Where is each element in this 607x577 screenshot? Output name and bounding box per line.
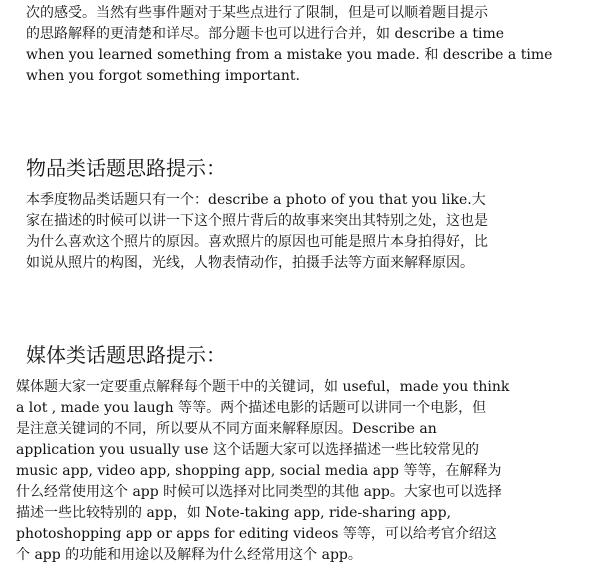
paragraph-line: 的思路解释的更清楚和详尽。部分题卡也可以进行合并，如 describe a time bbox=[26, 26, 505, 42]
objects-section-paragraph bbox=[26, 190, 566, 274]
paragraph-line: when you learned something from a mistake you made. 和 describe a time bbox=[26, 47, 553, 63]
paragraph-line: a lot , made you laugh 等等。两个描述电影的话题可以讲同一个电影，但 bbox=[16, 400, 487, 416]
paragraph-line: 个 app 的功能和用途以及解释为什么经常用这个 app。 bbox=[16, 547, 362, 563]
paragraph-line: music app, video app, shopping app, social media app 等等，在解释为 bbox=[16, 463, 502, 479]
paragraph-line: 次的感受。当然有些事件题对于某些点进行了限制，但是可以顺着题目提示 bbox=[26, 5, 488, 21]
paragraph-line: 如说从照片的构图，光线，人物表情动作，拍摄手法等方面来解释原因。 bbox=[26, 255, 474, 271]
paragraph-line: 是注意关键词的不同，所以要从不同方面来解释原因。Describe an bbox=[16, 421, 437, 437]
paragraph-line: when you forgot something important. bbox=[26, 68, 300, 84]
paragraph-line: 家在描述的时候可以讲一下这个照片背后的故事来突出其特别之处，这也是 bbox=[26, 213, 488, 229]
paragraph-line: 为什么喜欢这个照片的原因。喜欢照片的原因也可能是照片本身拍得好，比 bbox=[26, 234, 488, 250]
paragraph-line: photoshopping app or apps for editing videos 等等，可以给考官介绍这 bbox=[16, 526, 497, 542]
paragraph-line: application you usually use 这个话题大家可以选择描述一些比较常见的 bbox=[16, 442, 480, 458]
paragraph-line: 本季度物品类话题只有一个：describe a photo of you that you like.大 bbox=[26, 192, 486, 208]
paragraph-line: 什么经常使用这个 app 时候可以选择对比同类型的其他 app。大家也可以选择 bbox=[16, 484, 502, 500]
media-section-paragraph bbox=[16, 377, 566, 566]
intro-paragraph bbox=[26, 3, 566, 87]
paragraph-line: 媒体题大家一定要重点解释每个题干中的关键词，如 useful，made you think bbox=[16, 379, 510, 395]
objects-section-heading: 物品类话题思路提示： bbox=[26, 156, 226, 180]
paragraph-line: 描述一些比较特别的 app，如 Note-taking app, ride-sharing app, bbox=[16, 505, 452, 521]
media-section-heading: 媒体类话题思路提示： bbox=[26, 343, 226, 367]
